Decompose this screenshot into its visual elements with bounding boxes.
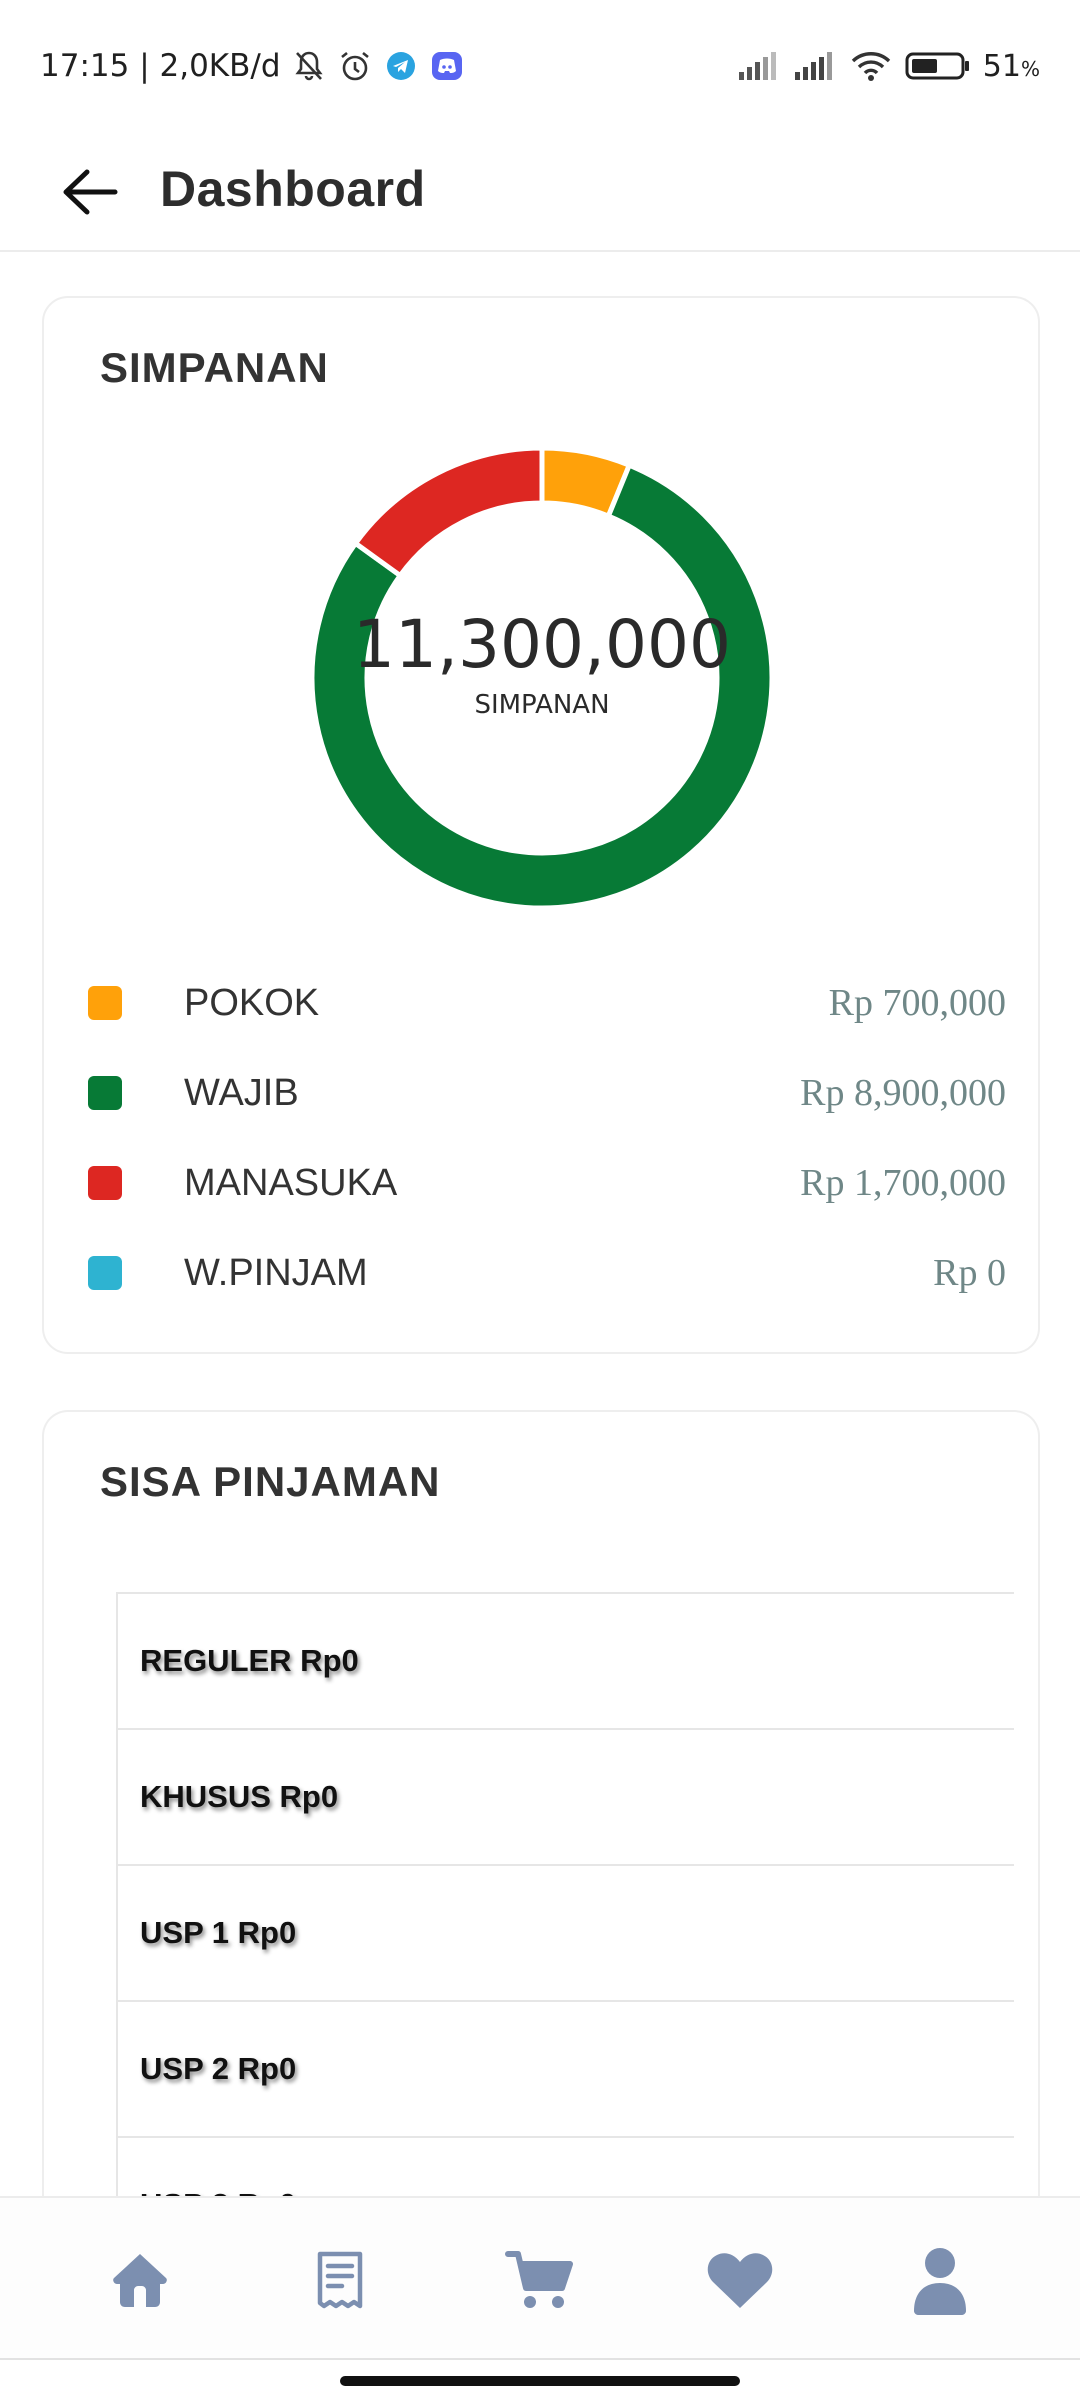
legend-label: MANASUKA (184, 1161, 398, 1204)
simpanan-title: SIMPANAN (100, 344, 329, 391)
battery-text (983, 49, 1040, 84)
simpanan-donut-chart (302, 438, 782, 918)
heart-icon (705, 2248, 775, 2312)
legend-label: WAJIB (184, 1071, 299, 1114)
legend-label: POKOK (184, 981, 320, 1024)
nav-shop[interactable] (500, 2240, 580, 2320)
wifi-icon (849, 48, 893, 84)
receipt-icon (308, 2248, 372, 2312)
gesture-bar[interactable] (340, 2376, 740, 2386)
legend-value: Rp 0 (933, 1252, 1006, 1294)
status-right (737, 44, 1040, 88)
legend-value: Rp 8,900,000 (800, 1072, 1006, 1114)
app-bar (0, 130, 1080, 252)
loan-text: REGULER Rp0 (140, 1643, 359, 1678)
loan-list (116, 1592, 1014, 2272)
back-button[interactable] (50, 155, 130, 229)
bell-off-icon (291, 48, 327, 84)
loan-row (118, 1728, 1014, 1864)
gesture-area (0, 2358, 1080, 2400)
nav-favorites[interactable] (700, 2240, 780, 2320)
loan-row (118, 1864, 1014, 2000)
legend-swatch (88, 986, 122, 1020)
status-left (40, 44, 465, 88)
loan-row (118, 2000, 1014, 2136)
legend-label: W.PINJAM (184, 1251, 368, 1294)
signal-icon (793, 48, 837, 84)
donut-total: 11,300,000 (353, 606, 731, 683)
legend-swatch (88, 1076, 122, 1110)
donut-slice-manasuka (356, 448, 542, 576)
battery-percent: 51 (982, 48, 1021, 84)
nav-transactions[interactable] (300, 2240, 380, 2320)
loan-text: USP 1 Rp0 (140, 1915, 297, 1950)
legend-swatch (88, 1166, 122, 1200)
nav-home[interactable] (100, 2240, 180, 2320)
profile-icon (908, 2245, 972, 2315)
simpanan-legend (86, 958, 1006, 1318)
signal-icon (737, 48, 781, 84)
donut-subtitle: SIMPANAN (474, 690, 610, 720)
legend-row-wajib (86, 1048, 1006, 1138)
alarm-icon (337, 48, 373, 84)
nav-profile[interactable] (900, 2240, 980, 2320)
page-title: Dashboard (160, 161, 426, 217)
sisa-pinjaman-title: SISA PINJAMAN (100, 1458, 441, 1505)
legend-row-manasuka (86, 1138, 1006, 1228)
status-bar (0, 0, 1080, 130)
arrow-left-icon (59, 167, 121, 217)
discord-icon (429, 48, 465, 84)
battery-icon (905, 48, 971, 84)
cart-icon (504, 2248, 576, 2312)
loan-text: USP 2 Rp0 (140, 2051, 297, 2086)
simpanan-card (42, 296, 1040, 1354)
bottom-nav (0, 2196, 1080, 2358)
loan-text: KHUSUS Rp0 (140, 1779, 339, 1814)
battery-unit: % (1020, 56, 1040, 81)
legend-value: Rp 1,700,000 (800, 1162, 1006, 1204)
loan-row (118, 1592, 1014, 1728)
legend-swatch (88, 1256, 122, 1290)
legend-value: Rp 700,000 (828, 982, 1006, 1024)
telegram-icon (383, 48, 419, 84)
status-time-speed: 17:15 | 2,0KB/d (40, 48, 281, 84)
home-icon (108, 2248, 172, 2312)
legend-row-wpinjam (86, 1228, 1006, 1318)
legend-row-pokok (86, 958, 1006, 1048)
